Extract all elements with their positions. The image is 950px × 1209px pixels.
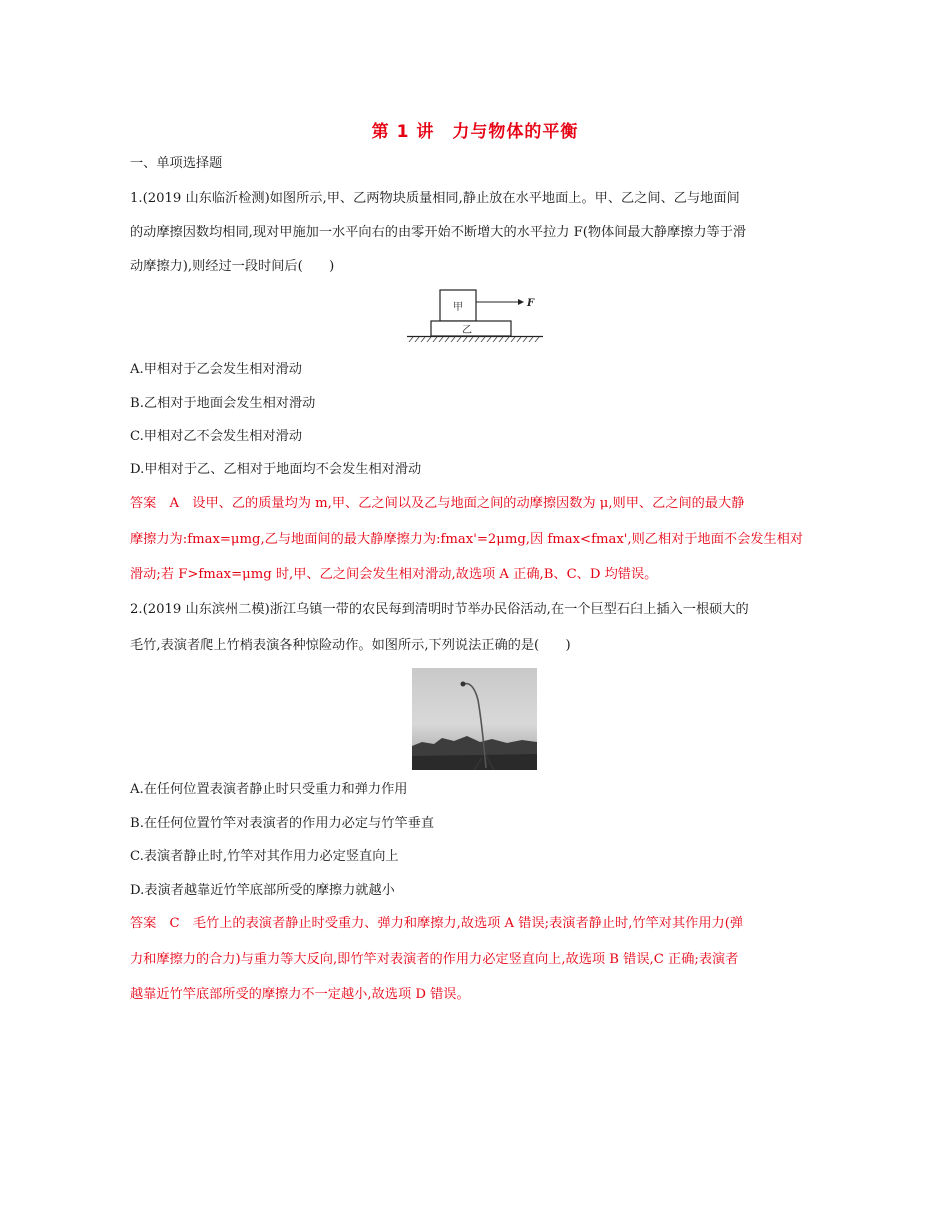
section-heading: 一、单项选择题 [130,156,223,171]
q2-option-a: A.在任何位置表演者静止时只受重力和弹力作用 [130,782,408,797]
q1-option-c: C.甲相对乙不会发生相对滑动 [130,429,303,444]
q1-option-a: A.甲相对于乙会发生相对滑动 [130,362,302,377]
q1-answer-line: 摩擦力为:fmax=μmg,乙与地面间的最大静摩擦力为:fmax'=2μmg,因 fmax<fmax',则乙相对于地面不会发生相对 [130,532,804,547]
block-yi-label: 乙 [462,325,472,336]
q1-option-b: B.乙相对于地面会发生相对滑动 [130,396,316,411]
q2-option-c: C.表演者静止时,竹竿对其作用力必定竖直向上 [130,849,399,864]
q2-answer-line: 答案 C 毛竹上的表演者静止时受重力、弹力和摩擦力,故选项 A 错误;表演者静止时,竹竿对其作用力(弹 [130,916,744,931]
q1-stem-line: 动摩擦力),则经过一段时间后( ) [130,259,335,274]
q2-stem-line: 2.(2019 山东滨州二模)浙江乌镇一带的农民每到清明时节举办民俗活动,在一个巨型石臼上插入一根硕大的 [130,602,749,617]
q2-answer-line: 越靠近竹竿底部所受的摩擦力不一定越小,故选项 D 错误。 [130,987,470,1002]
q2-option-d: D.表演者越靠近竹竿底部所受的摩擦力就越小 [130,883,395,898]
force-arrowhead [518,299,524,305]
q2-option-b: B.在任何位置竹竿对表演者的作用力必定与竹竿垂直 [130,816,435,831]
q1-stem-line: 1.(2019 山东临沂检测)如图所示,甲、乙两物块质量相同,静止放在水平地面上。甲、乙之间、乙与地面间 [130,191,740,206]
ground-hatching [409,337,539,342]
blocks-figure [405,288,545,344]
q2-stem-line: 毛竹,表演者爬上竹梢表演各种惊险动作。如图所示,下列说法正确的是( ) [130,638,571,653]
q2-answer-line: 力和摩擦力的合力)与重力等大反向,即竹竿对表演者的作用力必定竖直向上,故选项 B 错误,C 正确;表演者 [130,952,739,967]
q1-answer-line: 滑动;若 F>fmax=μmg 时,甲、乙之间会发生相对滑动,故选项 A 正确,B、C、D 均错误。 [130,567,658,582]
force-label: F [527,298,535,309]
q1-stem-line: 的动摩擦因数均相同,现对甲施加一水平向右的由零开始不断增大的水平拉力 F(物体间最大静摩擦力等于滑 [130,225,747,240]
q1-answer-line: 答案 A 设甲、乙的质量均为 m,甲、乙之间以及乙与地面之间的动摩擦因数为 μ,则甲、乙之间的最大静 [130,496,745,511]
block-jia-label: 甲 [453,302,463,313]
bamboo-performance-photo [412,668,537,770]
page-title: 第 1 讲 力与物体的平衡 [371,122,579,142]
q1-option-d: D.甲相对于乙、乙相对于地面均不会发生相对滑动 [130,462,422,477]
